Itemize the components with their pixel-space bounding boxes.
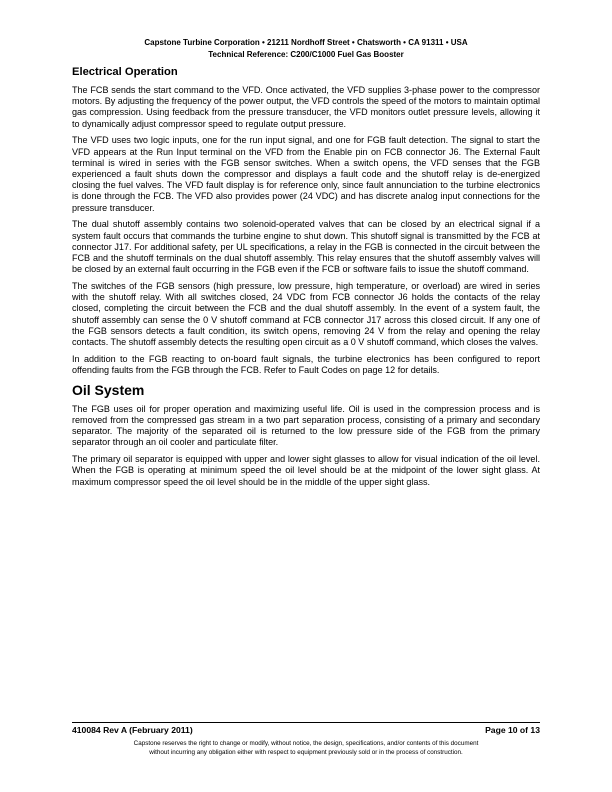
disclaimer-line: Capstone reserves the right to change or modify, without notice, the design, specifications, and/or contents of this document — [133, 740, 479, 747]
paragraph: The switches of the FGB sensors (high pressure, low pressure, high temperature, or overload) are wired in series with the shutoff relay. With all switches closed, 24 VDC from FCB connector J6 holds the contacts of the relay closed, completing the circuit between the FCB and the dual shutoff assembly. In the event of a system fault, the shutoff assembly can sense the 0 V shutoff command at FCB connector J17 across this closed circuit. If any one of the FGB sensors detects a fault condition, its switch opens, removing 24 V from the relay and opening the relay contacts. The shutoff assembly detects the resulting open circuit as a 0 V shutoff command, which closes the valves. — [72, 281, 540, 348]
paragraph: The primary oil separator is equipped with upper and lower sight glasses to allow for visual indication of the oil level. When the FGB is operating at minimum speed the oil level should be at the midpoint of the lower sight glass. At maximum compressor speed the oil level should be in the middle of the upper sight glass. — [72, 454, 540, 487]
paragraph: The VFD uses two logic inputs, one for the run input signal, and one for FGB fault detection. The signal to start the VFD appears at the Run Input terminal on the VFD from the Enable pin on FCB connector J6. The External Fault terminal is wired in series with the FGB sensor switches. When a switch opens, the VFD senses that the FGB experienced a fault shuts down the compressor and displays a fault code and the shutoff relay is de-energized closing the fuel valves. The VFD fault display is for reference only, since fault annunciation to the turbine electronics is done through the FCB. The VFD also provides power (24 VDC) and has discrete analog input connections for the pressure transducer. — [72, 135, 540, 213]
header-company-line: Capstone Turbine Corporation • 21211 Nordhoff Street • Chatsworth • CA 91311 • USA — [144, 38, 468, 47]
section-title-electrical-operation: Electrical Operation — [72, 66, 178, 78]
paragraph: The dual shutoff assembly contains two solenoid-operated valves that can be closed by an electrical signal if a system fault occurs that commands the turbine engine to shut down. This shutoff signal is transmitted by the FCB at connector J17. For additional safety, per UL specifications, a relay in the FGB is connected in the circuit between the FCB and the shutoff terminals on the dual shutoff assembly. This relay ensures that the shutoff assembly valves will be closed by an external fault occurring in the FGB even if the FCB or software fails to issue the shutoff command. — [72, 219, 540, 275]
footer-divider — [72, 722, 540, 723]
paragraph: In addition to the FGB reacting to on-board fault signals, the turbine electronics has been configured to report offending faults from the FGB through the FCB. Refer to Fault Codes on page 12 for details. — [72, 353, 540, 376]
page-content — [72, 66, 540, 493]
paragraph: The FGB uses oil for proper operation and maximizing useful life. Oil is used in the compression process and is removed from the compressed gas stream in a two part separation process, consisting of a primary and secondary separator. The majority of the separated oil is returned to the low pressure side of the FGB from the primary separator through an oil cooler and particulate filter. — [72, 403, 540, 448]
footer-disclaimer — [72, 740, 540, 757]
paragraph: The FCB sends the start command to the VFD. Once activated, the VFD supplies 3-phase power to the compressor motors. By adjusting the frequency of the power output, the VFD controls the speed of the motors to maintain optimal gas compression. Using feedback from the pressure transducer, the VFD monitors outlet pressure levels, allowing it to dynamically adjust compressor speed to regulate output pressure. — [72, 85, 540, 129]
page-header — [72, 37, 540, 60]
footer-doc-id: 410084 Rev A (February 2011) — [72, 725, 193, 735]
disclaimer-line: without incurring any obligation either with respect to equipment previously sold or in the process of construction. — [149, 748, 463, 756]
section-title-oil-system: Oil System — [72, 381, 145, 398]
footer-page-number: Page 10 of 13 — [485, 725, 540, 735]
header-doc-title: Technical Reference: C200/C1000 Fuel Gas Booster — [208, 49, 404, 59]
